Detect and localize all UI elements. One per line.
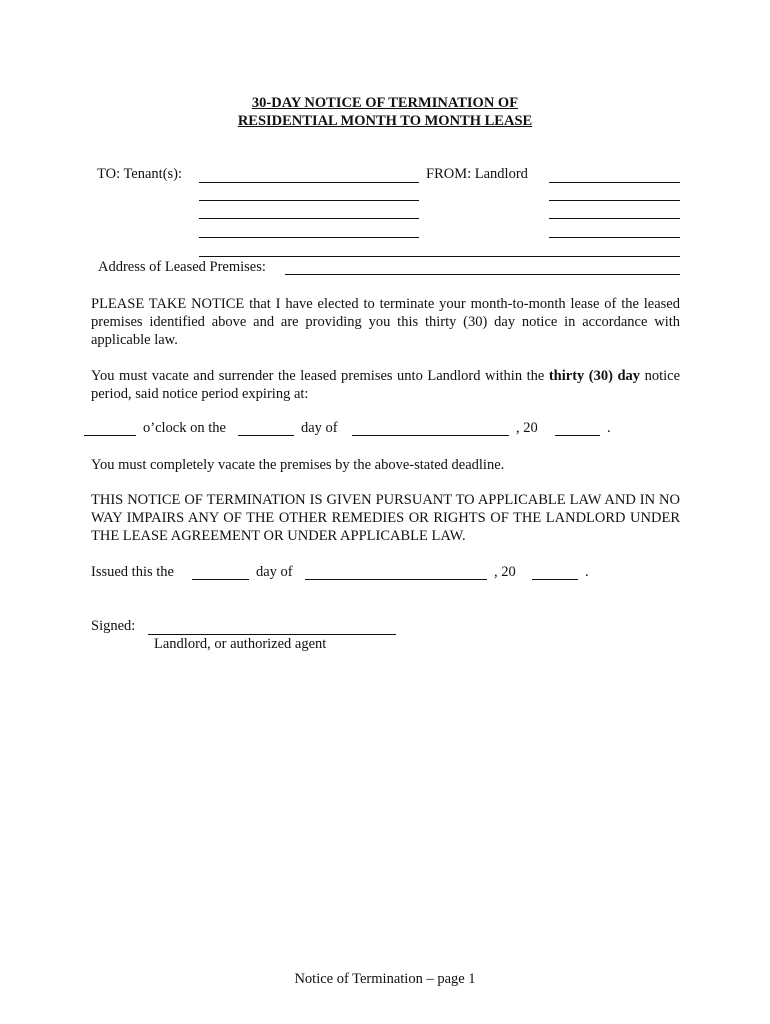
vacate-text-before: You must vacate and surrender the leased premises unto Landlord within the: [91, 368, 545, 384]
issued-year-field[interactable]: [532, 579, 578, 580]
issued-label: Issued this the: [91, 564, 174, 580]
expire-period: .: [607, 420, 611, 436]
tenant-field-4[interactable]: [199, 237, 419, 238]
tenant-field-3[interactable]: [199, 218, 419, 219]
signed-label: Signed:: [91, 618, 136, 634]
document-title-line-1: 30-DAY NOTICE OF TERMINATION OF: [251, 95, 519, 111]
vacate-paragraph: [91, 367, 680, 403]
separator-line: [199, 256, 680, 257]
notice-paragraph: PLEASE TAKE NOTICE that I have elected to terminate your month-to-month lease of the leased premises identified above and are providing you this thirty (30) day notice in accordance with applicable law.: [91, 296, 680, 348]
expire-year-field[interactable]: [555, 435, 600, 436]
issued-day-of-label: day of: [256, 564, 293, 580]
to-tenants-label: TO: Tenant(s):: [97, 166, 183, 182]
oclock-label: o’clock on the: [143, 420, 226, 436]
from-landlord-label: FROM: Landlord: [426, 166, 528, 182]
document-title-line-2: RESIDENTIAL MONTH TO MONTH LEASE: [237, 113, 533, 129]
landlord-field-1[interactable]: [549, 182, 680, 183]
issued-month-field[interactable]: [305, 579, 487, 580]
expire-day-of-label: day of: [301, 420, 338, 436]
expire-year-prefix: , 20: [516, 420, 538, 436]
vacate-bold-period: thirty (30) day: [548, 368, 641, 384]
signature-field[interactable]: [148, 634, 396, 635]
expire-month-field[interactable]: [352, 435, 509, 436]
issued-year-prefix: , 20: [494, 564, 516, 580]
signature-caption: Landlord, or authorized agent: [154, 636, 327, 652]
address-field[interactable]: [285, 274, 680, 275]
landlord-field-2[interactable]: [549, 200, 680, 201]
landlord-field-3[interactable]: [549, 218, 680, 219]
landlord-field-4[interactable]: [549, 237, 680, 238]
tenant-field-2[interactable]: [199, 200, 419, 201]
issued-period: .: [585, 564, 589, 580]
expire-day-field[interactable]: [238, 435, 294, 436]
address-label: Address of Leased Premises:: [98, 259, 266, 275]
deadline-text: You must completely vacate the premises by the above-stated deadline.: [91, 457, 505, 473]
issued-day-field[interactable]: [192, 579, 249, 580]
tenant-field-1[interactable]: [199, 182, 419, 183]
page-footer: Notice of Termination – page 1: [294, 971, 476, 987]
legal-paragraph: THIS NOTICE OF TERMINATION IS GIVEN PURSUANT TO APPLICABLE LAW AND IN NO WAY IMPAIRS ANY OF THE OTHER REMEDIES OR RIGHTS OF THE LANDLORD UNDER THE LEASE AGREEMENT OR UNDER APPLICABLE LAW.: [91, 492, 680, 544]
vacate-text-after: notice period, said notice period expiring at:: [91, 368, 681, 402]
expire-hour-field[interactable]: [84, 435, 136, 436]
